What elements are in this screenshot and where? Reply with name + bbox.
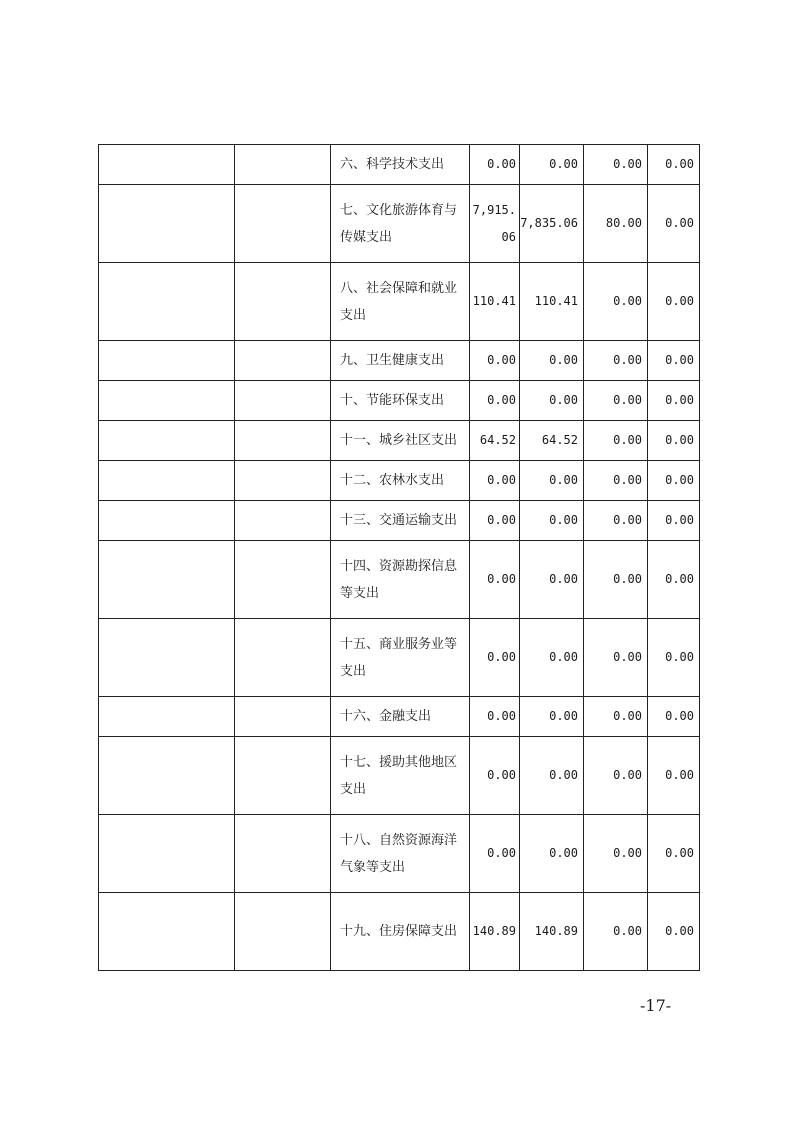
empty-cell [99,461,235,501]
empty-cell [99,185,235,263]
other-amount-cell: 0.00 [648,381,700,421]
project-amount-cell: 0.00 [584,619,648,697]
other-amount-cell: 0.00 [648,815,700,893]
empty-cell [99,341,235,381]
other-amount-cell: 0.00 [648,619,700,697]
project-amount-cell: 0.00 [584,381,648,421]
empty-cell [235,501,331,541]
empty-cell [99,697,235,737]
expenditure-item-label: 十三、交通运输支出 [331,501,470,541]
total-amount-cell: 64.52 [470,421,520,461]
total-amount-cell: 0.00 [470,461,520,501]
basic-amount-cell: 0.00 [520,501,584,541]
project-amount-cell: 0.00 [584,341,648,381]
project-amount-cell: 0.00 [584,461,648,501]
empty-cell [235,737,331,815]
table-row [99,341,700,381]
empty-cell [235,381,331,421]
empty-cell [99,263,235,341]
other-amount-cell: 0.00 [648,697,700,737]
empty-cell [235,461,331,501]
basic-amount-cell: 0.00 [520,619,584,697]
page-number: -17- [640,996,672,1015]
empty-cell [99,421,235,461]
expenditure-item-label: 十四、资源勘探信息等支出 [331,541,470,619]
project-amount-cell: 0.00 [584,263,648,341]
total-amount-cell: 0.00 [470,737,520,815]
project-amount-cell: 0.00 [584,737,648,815]
basic-amount-cell: 0.00 [520,815,584,893]
expenditure-item-label: 六、科学技术支出 [331,145,470,185]
empty-cell [99,893,235,971]
basic-amount-cell: 0.00 [520,737,584,815]
empty-cell [235,341,331,381]
empty-cell [99,541,235,619]
expenditure-item-label: 十八、自然资源海洋气象等支出 [331,815,470,893]
basic-amount-cell: 0.00 [520,145,584,185]
basic-amount-cell: 64.52 [520,421,584,461]
budget-expenditure-table [98,144,700,971]
project-amount-cell: 0.00 [584,541,648,619]
project-amount-cell: 0.00 [584,815,648,893]
other-amount-cell: 0.00 [648,501,700,541]
table-row [99,815,700,893]
table-row [99,697,700,737]
table-row [99,501,700,541]
other-amount-cell: 0.00 [648,541,700,619]
expenditure-item-label: 十六、金融支出 [331,697,470,737]
empty-cell [99,145,235,185]
other-amount-cell: 0.00 [648,263,700,341]
empty-cell [235,697,331,737]
empty-cell [99,815,235,893]
table-row [99,737,700,815]
project-amount-cell: 0.00 [584,501,648,541]
other-amount-cell: 0.00 [648,341,700,381]
table-row [99,185,700,263]
other-amount-cell: 0.00 [648,737,700,815]
total-amount-cell: 0.00 [470,381,520,421]
table-row [99,461,700,501]
expenditure-item-label: 十二、农林水支出 [331,461,470,501]
basic-amount-cell: 140.89 [520,893,584,971]
total-amount-cell: 0.00 [470,697,520,737]
total-amount-cell: 0.00 [470,815,520,893]
expenditure-item-label: 八、社会保障和就业支出 [331,263,470,341]
other-amount-cell: 0.00 [648,461,700,501]
table-row [99,893,700,971]
empty-cell [99,381,235,421]
empty-cell [235,185,331,263]
basic-amount-cell: 110.41 [520,263,584,341]
basic-amount-cell: 0.00 [520,541,584,619]
total-amount-cell: 0.00 [470,619,520,697]
total-amount-cell: 0.00 [470,541,520,619]
empty-cell [99,501,235,541]
project-amount-cell: 0.00 [584,145,648,185]
expenditure-item-label: 十九、住房保障支出 [331,893,470,971]
empty-cell [235,145,331,185]
basic-amount-cell: 0.00 [520,697,584,737]
total-amount-cell: 110.41 [470,263,520,341]
project-amount-cell: 0.00 [584,893,648,971]
empty-cell [235,893,331,971]
empty-cell [235,421,331,461]
expenditure-item-label: 九、卫生健康支出 [331,341,470,381]
expenditure-item-label: 七、文化旅游体育与传媒支出 [331,185,470,263]
basic-amount-cell: 7,835.06 [520,185,584,263]
project-amount-cell: 0.00 [584,421,648,461]
total-amount-cell: 7,915.06 [470,185,520,263]
table-row [99,145,700,185]
expenditure-item-label: 十一、城乡社区支出 [331,421,470,461]
empty-cell [235,263,331,341]
table-row [99,381,700,421]
total-amount-cell: 0.00 [470,145,520,185]
total-amount-cell: 0.00 [470,501,520,541]
table-row [99,541,700,619]
project-amount-cell: 80.00 [584,185,648,263]
project-amount-cell: 0.00 [584,697,648,737]
total-amount-cell: 0.00 [470,341,520,381]
total-amount-cell: 140.89 [470,893,520,971]
other-amount-cell: 0.00 [648,421,700,461]
table-row [99,421,700,461]
empty-cell [235,541,331,619]
other-amount-cell: 0.00 [648,145,700,185]
empty-cell [99,737,235,815]
other-amount-cell: 0.00 [648,893,700,971]
empty-cell [235,815,331,893]
basic-amount-cell: 0.00 [520,461,584,501]
table-row [99,619,700,697]
empty-cell [235,619,331,697]
expenditure-item-label: 十七、援助其他地区支出 [331,737,470,815]
expenditure-item-label: 十五、商业服务业等支出 [331,619,470,697]
basic-amount-cell: 0.00 [520,381,584,421]
other-amount-cell: 0.00 [648,185,700,263]
empty-cell [99,619,235,697]
basic-amount-cell: 0.00 [520,341,584,381]
expenditure-item-label: 十、节能环保支出 [331,381,470,421]
table-row [99,263,700,341]
